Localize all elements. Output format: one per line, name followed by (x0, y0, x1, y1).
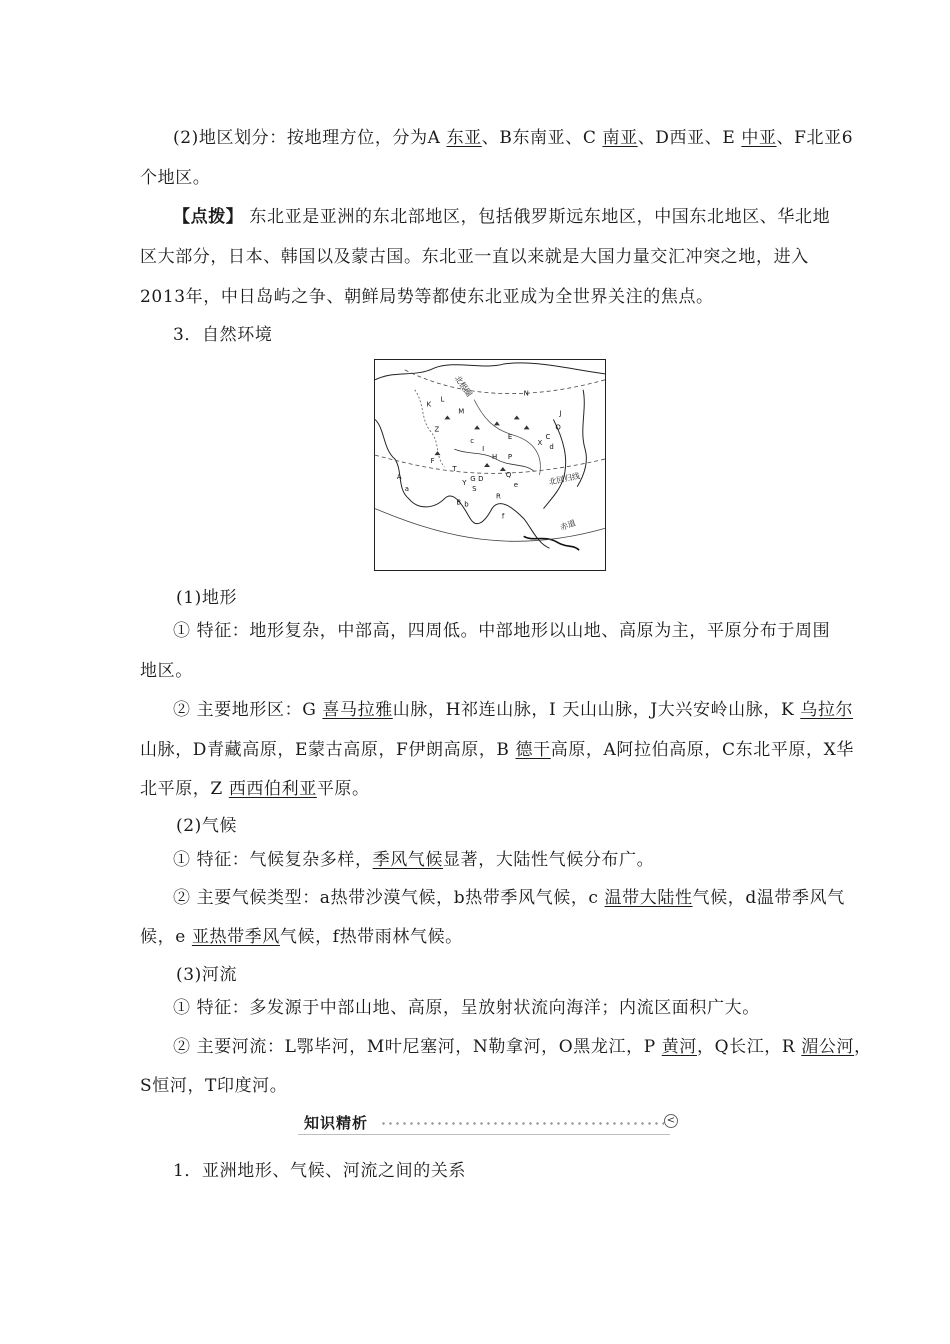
map-letter-m: M (458, 407, 465, 416)
terrain-p1-line-1: ① 特征：地形复杂，中部高，四周低。中部地形以山地、高原为主，平原分布于周围 (173, 621, 831, 641)
climate-p1: ① 特征：气候复杂多样，季风气候显著，大陆性气候分布广。 (173, 850, 655, 870)
map-letter-e: E (507, 433, 513, 442)
answer-degan: 德干 (515, 740, 551, 760)
map-letter-e-lower: e (513, 480, 519, 489)
map-letter-i: I (482, 445, 485, 454)
section-heading-env: 3．自然环境 (173, 325, 273, 345)
map-letter-t: T (452, 464, 457, 473)
map-letter-q: Q (505, 470, 512, 479)
answer-zhongya: 中亚 (741, 128, 777, 148)
map-letter-x: X (537, 439, 543, 448)
map-letter-a-lower: a (404, 484, 410, 493)
climate-p2-line-2: 候，e 亚热带季风气候，f热带雨林气候。 (140, 927, 463, 947)
answer-meigonghe: 湄公河 (801, 1037, 855, 1057)
map-letter-k: K (426, 400, 432, 409)
climate-p2-line-1: ② 主要气候类型：a热带沙漠气候，b热带季风气候，c 温带大陆性气候，d温带季风气 (173, 888, 845, 908)
terrain-p1-line-2: 地区。 (140, 661, 193, 681)
map-letter-s: S (472, 484, 477, 493)
answer-yaredai-jifeng: 亚热带季风 (191, 927, 280, 947)
map-letter-o: O (555, 423, 561, 432)
map-letter-a: A (396, 472, 402, 481)
map-letter-b-lower: b (464, 500, 469, 509)
terrain-p2-line-3: 北平原，Z 西西伯利亚平原。 (140, 779, 370, 799)
banner-title: 知识精析 (304, 1114, 369, 1132)
terrain-p2-line-1: ② 主要地形区：G 喜马拉雅山脉，H祁连山脉，I 天山山脉，J大兴安岭山脉，K 乌拉尔 (173, 700, 854, 720)
rivers-p2: ② 主要河流：L鄂毕河，M叶尼塞河，N勒拿河，O黑龙江，P 黄河，Q长江，R 湄公河， (173, 1037, 872, 1057)
map-letter-j: J (559, 409, 562, 418)
map-letter-d: D (478, 474, 484, 483)
label-arctic-circle: 北极圈 (452, 373, 474, 399)
terrain-heading: (1)地形 (176, 588, 238, 608)
answer-xixiboliya: 西西伯利亚 (228, 779, 317, 799)
rivers-heading: (3)河流 (176, 965, 238, 985)
map-letter-g: G (470, 474, 476, 483)
map-letter-y: Y (462, 478, 467, 487)
answer-jifeng: 季风气候 (372, 850, 444, 870)
analysis-item-1: 1．亚洲地形、气候、河流之间的关系 (173, 1161, 467, 1181)
climate-heading: (2)气候 (176, 816, 238, 836)
map-letter-l: L (440, 395, 445, 404)
rivers-p1: ① 特征：多发源于中部山地、高原，呈放射状流向海洋；内流区面积广大。 (173, 998, 760, 1018)
map-letter-z: Z (434, 425, 440, 434)
label-equator: 赤道 (558, 518, 577, 533)
terrain-p2-line-2: 山脉，D青藏高原，E蒙古高原，F伊朗高原，B 德干高原，A阿拉伯高原，C东北平原，X华 (140, 740, 854, 760)
map-letter-p: P (507, 453, 513, 462)
region-line-1: (2)地区划分：按地理方位，分为A 东亚、B东南亚、C 南亚、D西亚、E 中亚、F北亚6 (173, 128, 854, 148)
banner-rule (298, 1134, 670, 1135)
section-banner (298, 1110, 684, 1136)
chevron-left-icon: < (664, 1114, 678, 1128)
tip-line-2: 区大部分，日本、韩国以及蒙古国。东北亚一直以来就是大国力量交汇冲突之地，进入 (140, 247, 809, 267)
tip-line-3: 2013年，中日岛屿之争、朝鲜局势等都使东北亚成为全世界关注的焦点。 (140, 287, 714, 307)
answer-nanya: 南亚 (602, 128, 638, 148)
tip-tag: 【点拨】 (173, 207, 244, 227)
map-letter-r: R (495, 492, 501, 501)
rivers-p3: S恒河，T印度河。 (140, 1076, 288, 1096)
map-letter-f: F (430, 457, 435, 466)
answer-huanghe: 黄河 (661, 1037, 697, 1057)
answer-dongya: 东亚 (446, 128, 482, 148)
map-letter-n: N (523, 389, 529, 398)
map-letter-d-lower: d (549, 443, 554, 452)
asia-map (374, 359, 606, 571)
answer-wendai-daluxing: 温带大陆性 (604, 888, 693, 908)
tip-line-1: 【点拨】 东北亚是亚洲的东北部地区，包括俄罗斯远东地区，中国东北地区、华北地 (173, 207, 831, 227)
map-letter-h: H (491, 453, 498, 462)
map-letter-b: B (456, 498, 462, 507)
answer-ximalaya: 喜马拉雅 (322, 700, 393, 720)
answer-wulaer: 乌拉尔 (800, 700, 854, 720)
asia-map-svg (375, 360, 605, 570)
map-letter-c-lower: c (470, 437, 475, 446)
label-tropic: 北回归线 (547, 471, 581, 487)
region-line-2: 个地区。 (140, 168, 211, 188)
map-letter-c: C (545, 433, 551, 442)
banner-dots (380, 1122, 664, 1125)
map-letter-f-lower: f (501, 512, 505, 521)
